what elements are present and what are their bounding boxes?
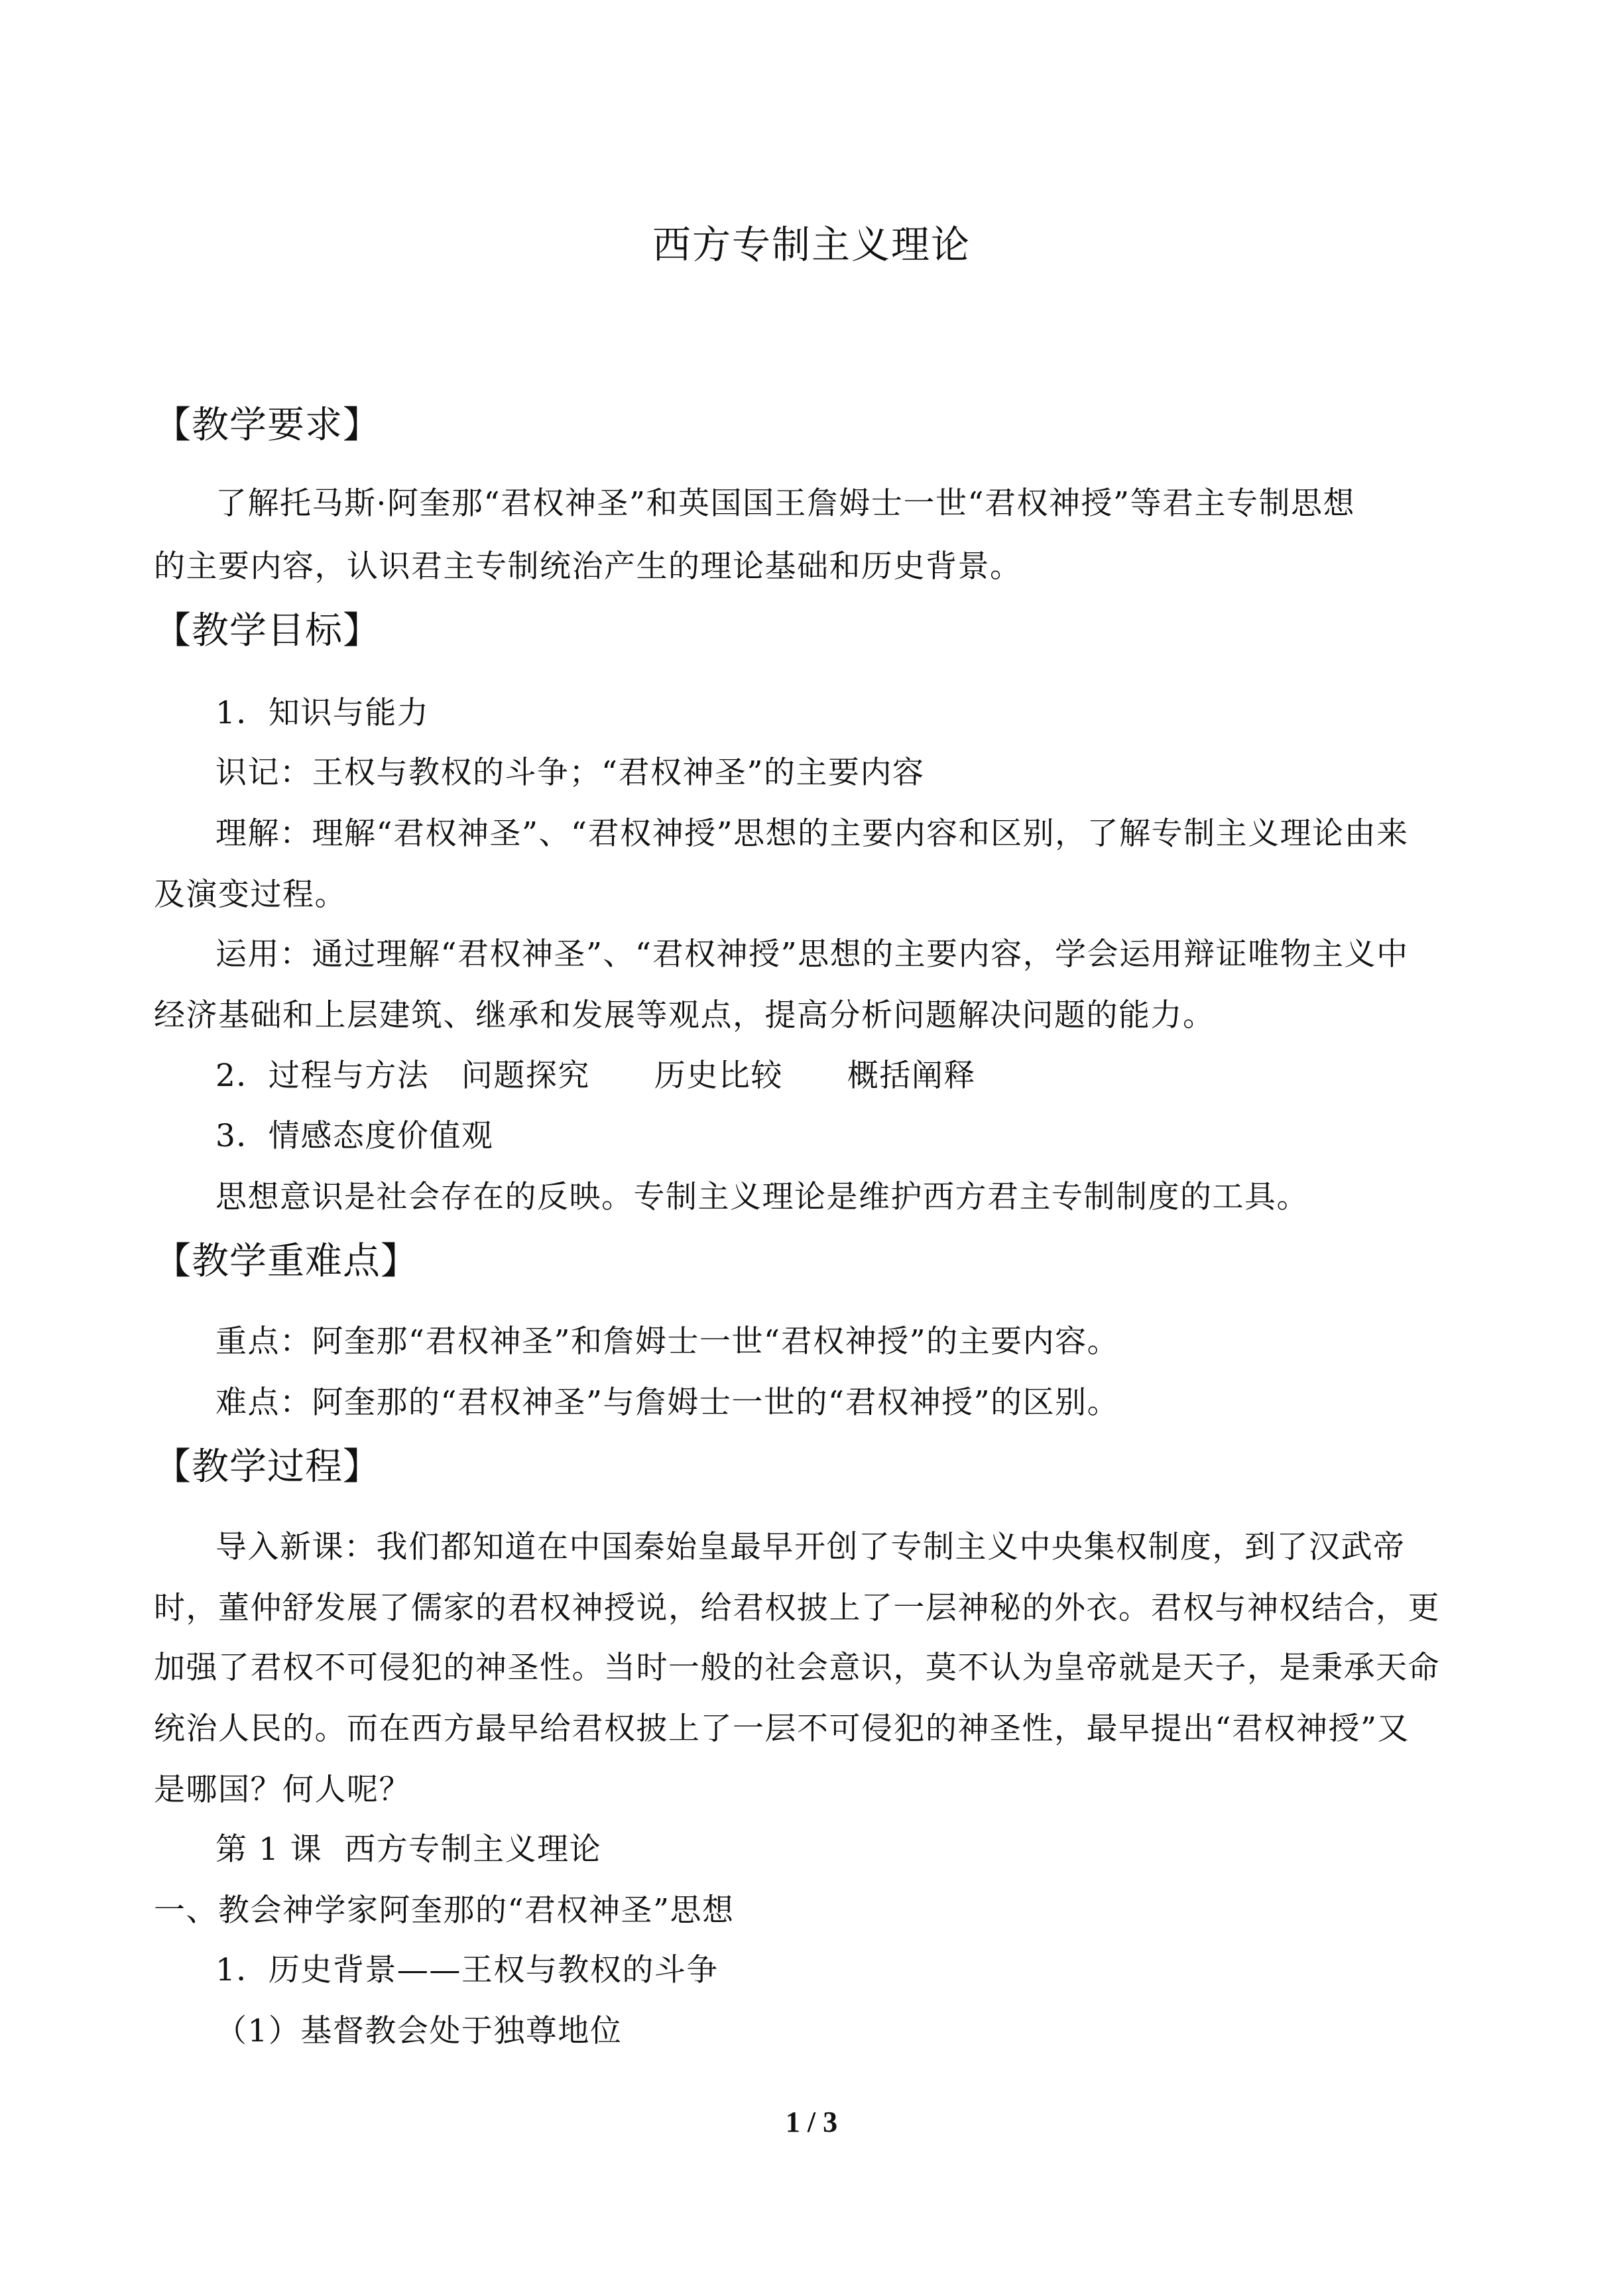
paragraph-line: 是哪国？何人呢？ [154,1772,411,1808]
page-number: 1 / 3 [785,2106,838,2138]
list-item: （1）基督教会处于独尊地位 [215,2013,623,2049]
list-item: 1．知识与能力 [215,695,430,731]
paragraph-line: 重点：阿奎那“君权神圣”和詹姆士一世“君权神授”的主要内容。 [215,1323,1120,1360]
paragraph-line: 的主要内容，认识君主专制统治产生的理论基础和历史背景。 [154,548,1022,585]
paragraph-line: 了解托马斯·阿奎那“君权神圣”和英国国王詹姆士一世“君权神授”等君主专制思想 [215,485,1356,522]
list-item: 2．过程与方法 问题探究 历史比较 概括阐释 [215,1057,976,1094]
paragraph-line: 难点：阿奎那的“君权神圣”与詹姆士一世的“君权神授”的区别。 [215,1384,1120,1421]
paragraph-line: 思想意识是社会存在的反映。专制主义理论是维护西方君主专制制度的工具。 [215,1179,1309,1215]
paragraph-line: 识记：王权与教权的斗争；“君权神圣”的主要内容 [215,755,925,791]
section-heading-key-points: 【教学重难点】 [154,1240,418,1283]
paragraph-line: 经济基础和上层建筑、继承和发展等观点，提高分析问题解决问题的能力。 [154,997,1215,1034]
paragraph-line: 加强了君权不可侵犯的神圣性。当时一般的社会意识，莫不认为皇帝就是天子，是秉承天命 [154,1650,1440,1686]
section-heading-requirements: 【教学要求】 [154,404,381,447]
lesson-title: 第 1 课 西方专制主义理论 [215,1831,602,1868]
paragraph-line: 时，董仲舒发展了儒家的君权神授说，给君权披上了一层神秘的外衣。君权与神权结合，更 [154,1590,1440,1626]
list-item: 1．历史背景——王权与教权的斗争 [215,1952,719,1988]
paragraph-line: 运用：通过理解“君权神圣”、“君权神授”思想的主要内容，学会运用辩证唯物主义中 [215,936,1409,973]
list-item: 3．情感态度价值观 [215,1118,494,1154]
paragraph-line: 及演变过程。 [154,876,347,913]
section-heading-process: 【教学过程】 [154,1445,381,1488]
paragraph-line: 导入新课：我们都知道在中国秦始皇最早开创了专制主义中央集权制度，到了汉武帝 [215,1529,1406,1565]
paragraph-line: 统治人民的。而在西方最早给君权披上了一层不可侵犯的神圣性，最早提出“君权神授”又 [154,1711,1410,1747]
page-title: 西方专制主义理论 [652,222,971,267]
paragraph-line: 理解：理解“君权神圣”、“君权神授”思想的主要内容和区别，了解专制主义理论由来 [215,816,1409,852]
section-heading-objectives: 【教学目标】 [154,609,381,652]
subsection-heading: 一、教会神学家阿奎那的“君权神圣”思想 [154,1892,735,1929]
